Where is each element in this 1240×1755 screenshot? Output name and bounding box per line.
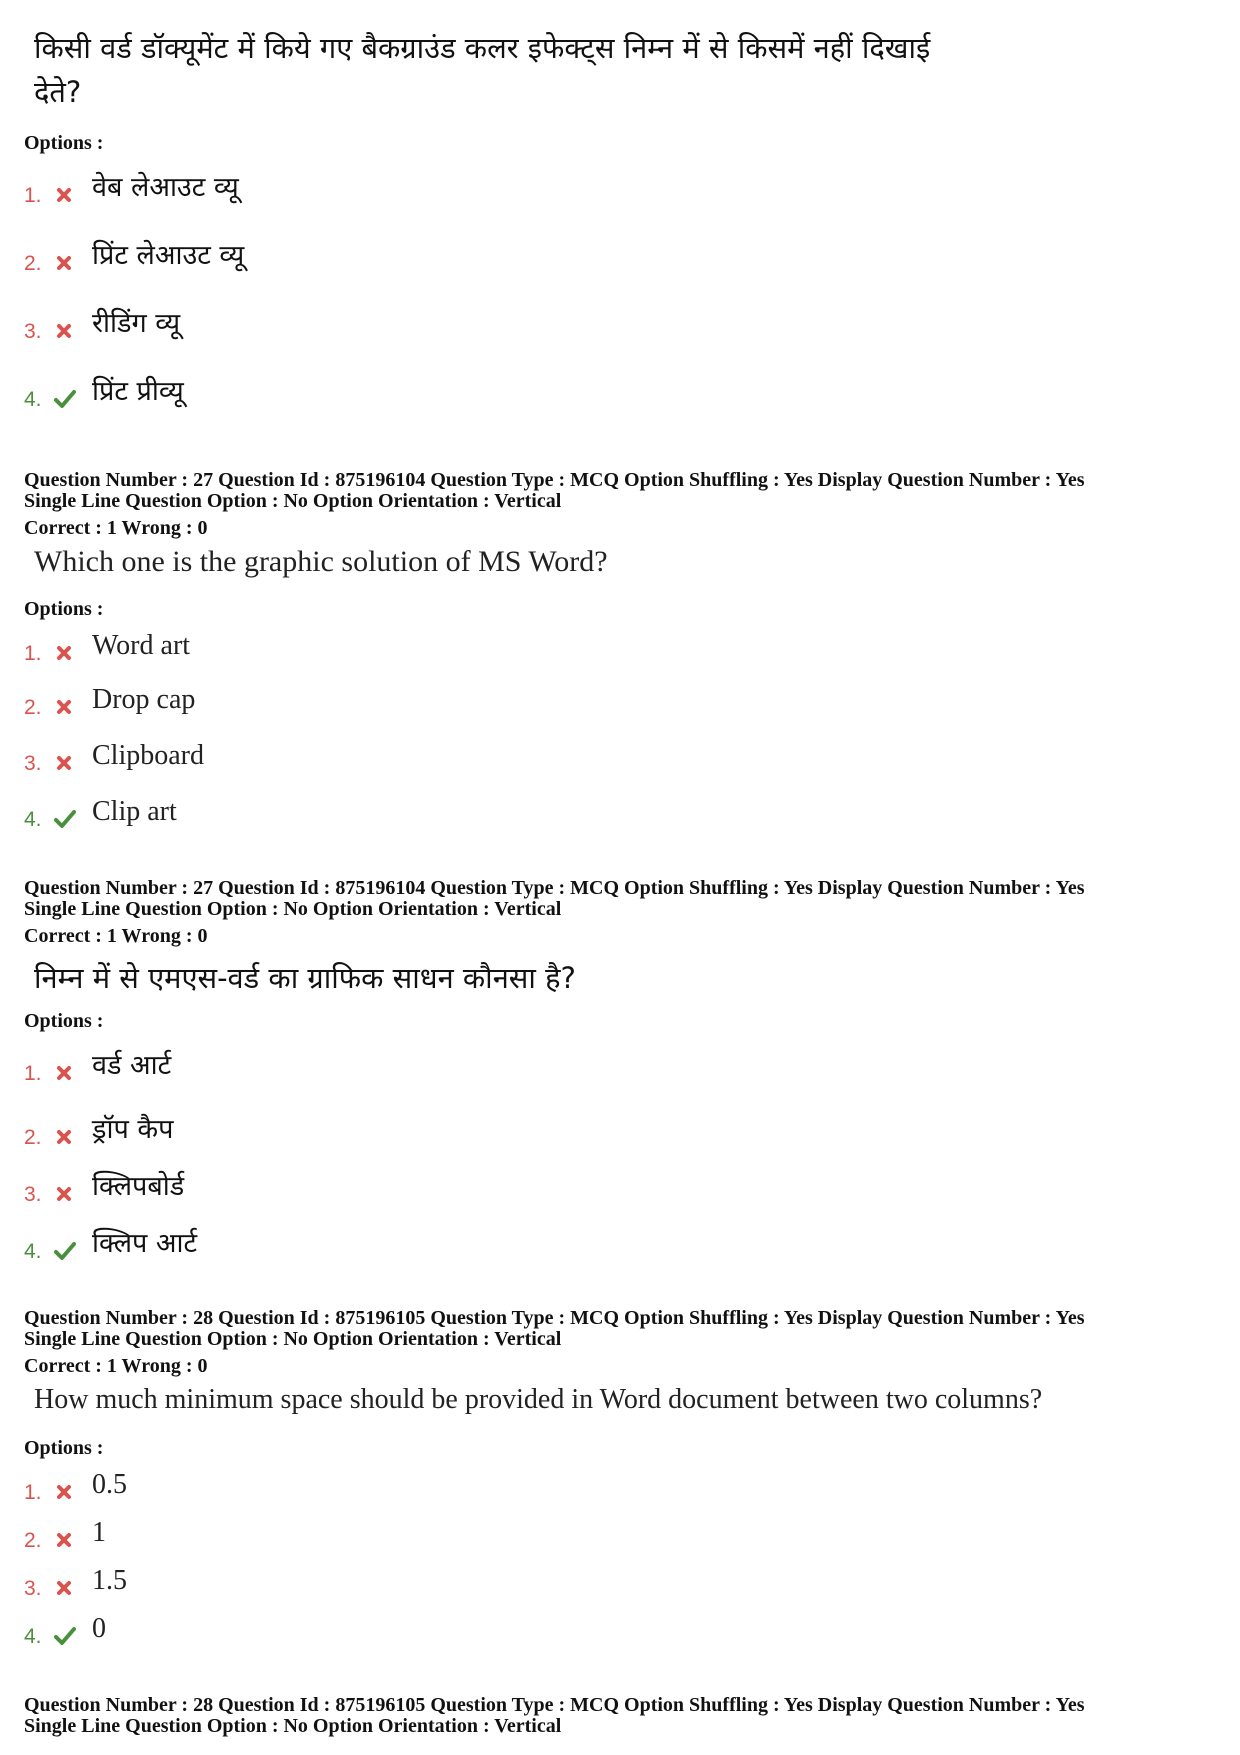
question-text [34, 28, 1194, 112]
option-text: वेब लेआउट व्यू [92, 172, 239, 203]
option-number: 1. [24, 642, 42, 665]
question-meta-line: Single Line Question Option : No Option Orientation : Vertical [24, 490, 562, 512]
wrong-cross-icon [54, 1184, 74, 1204]
question-text: How much minimum space should be provided in Word document between two columns? [34, 1384, 1043, 1415]
option-text: Clipboard [92, 740, 204, 771]
option-text: प्रिंट लेआउट व्यू [92, 240, 245, 271]
wrong-cross-icon [54, 643, 74, 663]
option-number: 2. [24, 696, 42, 719]
option-text: Drop cap [92, 684, 196, 715]
option-text: क्लिपबोर्ड [92, 1171, 185, 1202]
correct-check-icon [54, 1241, 74, 1261]
question-line: किसी वर्ड डॉक्यूमेंट में किये गए बैकग्राउंड कलर इफेक्ट्स निम्न में से किसमें नहीं दिखाई [34, 31, 931, 65]
option-number: 4. [24, 1625, 42, 1648]
option-text: क्लिप आर्ट [92, 1228, 198, 1259]
wrong-cross-icon [54, 1578, 74, 1598]
wrong-cross-icon [54, 321, 74, 341]
option-number: 2. [24, 252, 42, 275]
options-label: Options : [24, 132, 104, 154]
option-number: 3. [24, 1183, 42, 1206]
option-text: Word art [92, 630, 191, 661]
question-meta-line: Question Number : 27 Question Id : 875196104 Question Type : MCQ Option Shuffling : Yes Display Question Number : Yes [24, 877, 1085, 899]
option-number: 3. [24, 320, 42, 343]
option-text: Clip art [92, 796, 177, 827]
wrong-cross-icon [54, 1063, 74, 1083]
option-text: वर्ड आर्ट [92, 1050, 172, 1081]
question-meta-line: Question Number : 28 Question Id : 875196105 Question Type : MCQ Option Shuffling : Yes Display Question Number : Yes [24, 1694, 1085, 1716]
option-number: 1. [24, 184, 42, 207]
option-text: 1.5 [92, 1565, 127, 1596]
option-number: 3. [24, 752, 42, 775]
option-text: ड्रॉप कैप [92, 1114, 174, 1145]
wrong-cross-icon [54, 253, 74, 273]
options-label: Options : [24, 598, 104, 620]
score-line: Correct : 1 Wrong : 0 [24, 517, 208, 539]
option-number: 2. [24, 1126, 42, 1149]
option-number: 1. [24, 1062, 42, 1085]
wrong-cross-icon [54, 1127, 74, 1147]
options-label: Options : [24, 1437, 104, 1459]
correct-check-icon [54, 1626, 74, 1646]
option-number: 3. [24, 1577, 42, 1600]
option-text: प्रिंट प्रीव्यू [92, 376, 184, 407]
question-meta-line: Question Number : 28 Question Id : 875196105 Question Type : MCQ Option Shuffling : Yes Display Question Number : Yes [24, 1307, 1085, 1329]
option-number: 4. [24, 388, 42, 411]
question-line: देते? [34, 75, 82, 109]
options-label: Options : [24, 1010, 104, 1032]
correct-check-icon [54, 389, 74, 409]
wrong-cross-icon [54, 697, 74, 717]
wrong-cross-icon [54, 1482, 74, 1502]
question-meta-line: Single Line Question Option : No Option Orientation : Vertical [24, 1715, 562, 1737]
question-meta-line: Single Line Question Option : No Option Orientation : Vertical [24, 1328, 562, 1350]
option-number: 4. [24, 808, 42, 831]
option-number: 1. [24, 1481, 42, 1504]
question-meta-line: Question Number : 27 Question Id : 875196104 Question Type : MCQ Option Shuffling : Yes Display Question Number : Yes [24, 469, 1085, 491]
score-line: Correct : 1 Wrong : 0 [24, 1355, 208, 1377]
correct-check-icon [54, 809, 74, 829]
option-text: 0 [92, 1613, 106, 1644]
option-text: 1 [92, 1517, 106, 1548]
wrong-cross-icon [54, 753, 74, 773]
question-text: निम्न में से एमएस-वर्ड का ग्राफिक साधन कौनसा है? [34, 961, 576, 995]
option-number: 4. [24, 1240, 42, 1263]
question-text: Which one is the graphic solution of MS Word? [34, 545, 608, 578]
wrong-cross-icon [54, 1530, 74, 1550]
question-meta-line: Single Line Question Option : No Option Orientation : Vertical [24, 898, 562, 920]
option-number: 2. [24, 1529, 42, 1552]
option-text: रीडिंग व्यू [92, 308, 181, 339]
option-text: 0.5 [92, 1469, 127, 1500]
wrong-cross-icon [54, 185, 74, 205]
score-line: Correct : 1 Wrong : 0 [24, 925, 208, 947]
